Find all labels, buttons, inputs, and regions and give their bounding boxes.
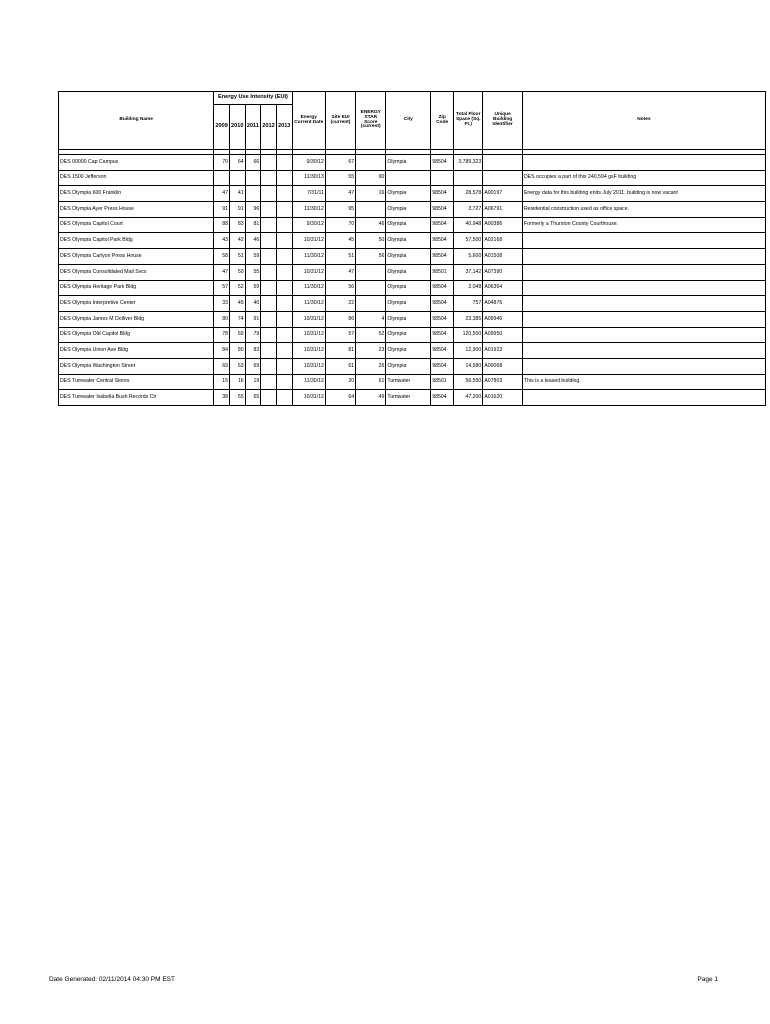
header-eui-group: Energy Use Intensity (EUI) [214,92,292,105]
site-eui-cell: 81 [325,343,355,359]
energy-star-cell: 16 [356,186,386,202]
eui-2013-cell [276,155,292,171]
floor-space-cell: 120,500 [454,327,483,343]
zip-code-cell [431,170,454,186]
site-eui-cell: 70 [325,217,355,233]
eui-2012-cell [261,170,277,186]
city-cell: Olympia [386,327,431,343]
site-eui-cell: 20 [325,374,355,390]
site-eui-cell: 55 [325,170,355,186]
site-eui-cell: 51 [325,249,355,265]
city-cell: Olympia [386,217,431,233]
table-row [59,311,766,327]
site-eui-cell: 57 [325,327,355,343]
energy-star-cell [356,155,386,171]
notes-cell: Formerly a Thurston County Courthouse. [522,217,765,233]
table-row [59,264,766,280]
eui-2010-cell: 50 [229,264,245,280]
notes-cell [522,155,765,171]
eui-2010-cell: 45 [229,296,245,312]
city-cell: Olympia [386,249,431,265]
eui-2011-cell: 91 [245,311,261,327]
notes-cell [522,343,765,359]
eui-2013-cell [276,170,292,186]
zip-code-cell: 98504 [431,390,454,406]
eui-2009-cell: 47 [214,264,230,280]
site-eui-cell: 64 [325,390,355,406]
city-cell: Olympia [386,264,431,280]
site-eui-cell: 47 [325,186,355,202]
eui-2011-cell: 83 [245,343,261,359]
building-name-cell: DES Olympia Ayer Press House [59,202,214,218]
building-name-cell: DES Tumwater Central Stores [59,374,214,390]
unique-id-cell: A01620 [483,390,523,406]
floor-space-cell: 12,900 [454,343,483,359]
city-cell: Olympia [386,280,431,296]
zip-code-cell: 98504 [431,358,454,374]
header-site-eui: Site EUI (current) [325,92,355,150]
floor-space-cell: 2,048 [454,280,483,296]
energy-current-date-cell: 10/31/12 [292,343,325,359]
header-zip: Zip Code [431,92,454,150]
floor-space-cell: 757 [454,296,483,312]
eui-2013-cell [276,311,292,327]
eui-2012-cell [261,186,277,202]
building-name-cell: DES Olympia Interpretive Center [59,296,214,312]
eui-2010-cell [229,170,245,186]
eui-2013-cell [276,327,292,343]
energy-star-cell: 90 [356,170,386,186]
table-row [59,170,766,186]
building-name-cell: DES 1500 Jefferson [59,170,214,186]
eui-2012-cell [261,217,277,233]
notes-cell [522,390,765,406]
energy-star-cell: 61 [356,374,386,390]
table-row [59,390,766,406]
table-row [59,155,766,171]
floor-space-cell: 5,600 [454,249,483,265]
eui-2013-cell [276,280,292,296]
table-row [59,233,766,249]
energy-star-cell: 46 [356,217,386,233]
site-eui-cell: 95 [325,202,355,218]
eui-2013-cell [276,217,292,233]
table-row [59,327,766,343]
energy-star-cell [356,202,386,218]
zip-code-cell: 98504 [431,186,454,202]
eui-2012-cell [261,343,277,359]
eui-2010-cell: 64 [229,155,245,171]
eui-2011-cell: 19 [245,374,261,390]
energy-current-date-cell: 10/31/12 [292,358,325,374]
eui-2009-cell: 78 [214,327,230,343]
building-name-cell: DES Tumwater Isabella Bush Records Ctr [59,390,214,406]
zip-code-cell: 98504 [431,280,454,296]
eui-2012-cell [261,296,277,312]
city-cell: Olympia [386,202,431,218]
energy-current-date-cell: 11/30/12 [292,296,325,312]
header-year-2012: 2012 [261,105,277,150]
zip-code-cell: 98504 [431,343,454,359]
eui-2009-cell: 38 [214,390,230,406]
zip-code-cell: 98504 [431,327,454,343]
floor-space-cell: 3,789,323 [454,155,483,171]
table-row [59,217,766,233]
table-row [59,374,766,390]
header-energy-current-date: Energy Current Date [292,92,325,150]
floor-space-cell: 47,200 [454,390,483,406]
city-cell: Olympia [386,233,431,249]
building-name-cell: DES Olympia Capitol Park Bldg [59,233,214,249]
header-year-2011: 2011 [245,105,261,150]
city-cell: Tumwater [386,390,431,406]
energy-star-cell: 26 [356,358,386,374]
building-name-cell: DES Olympia Consolidated Mail Svcs [59,264,214,280]
notes-cell [522,249,765,265]
unique-id-cell: A07390 [483,264,523,280]
eui-2011-cell: 79 [245,327,261,343]
eui-2013-cell [276,343,292,359]
zip-code-cell: 98504 [431,202,454,218]
eui-2009-cell: 80 [214,311,230,327]
unique-id-cell: A01923 [483,343,523,359]
header-year-2010: 2010 [229,105,245,150]
floor-space-cell: 37,142 [454,264,483,280]
energy-star-cell: 52 [356,327,386,343]
eui-2013-cell [276,202,292,218]
notes-cell [522,311,765,327]
unique-id-cell [483,155,523,171]
eui-2012-cell [261,202,277,218]
eui-2012-cell [261,249,277,265]
notes-cell [522,264,765,280]
eui-2009-cell: 47 [214,186,230,202]
notes-cell [522,233,765,249]
eui-2013-cell [276,374,292,390]
zip-code-cell: 98501 [431,374,454,390]
energy-star-cell [356,280,386,296]
unique-id-cell: A04876 [483,296,523,312]
unique-id-cell: A00197 [483,186,523,202]
unique-id-cell: A09950 [483,327,523,343]
eui-2009-cell: 88 [214,217,230,233]
notes-cell [522,358,765,374]
eui-2011-cell: 55 [245,264,261,280]
city-cell: Olympia [386,155,431,171]
date-generated: Date Generated: 02/11/2014 04:30 PM EST [49,976,175,983]
energy-current-date-cell: 11/30/12 [292,280,325,296]
eui-2012-cell [261,374,277,390]
site-eui-cell: 67 [325,155,355,171]
unique-id-cell [483,170,523,186]
page-number: Page 1 [697,976,718,983]
unique-id-cell: A06791 [483,202,523,218]
header-year-2013: 2013 [276,105,292,150]
building-name-cell: DES Olympia Washington Street [59,358,214,374]
eui-2010-cell: 80 [229,343,245,359]
energy-current-date-cell: 9/30/12 [292,217,325,233]
header-year-2009: 2009 [214,105,230,150]
notes-cell [522,327,765,343]
eui-2011-cell: 69 [245,358,261,374]
building-name-cell: DES Olympia Old Capitol Bldg [59,327,214,343]
city-cell: Olympia [386,358,431,374]
energy-current-date-cell: 10/31/12 [292,327,325,343]
building-name-cell: DES 00000 Cap Campus [59,155,214,171]
building-name-cell: DES Olympia 600 Franklin [59,186,214,202]
zip-code-cell: 98504 [431,296,454,312]
eui-2009-cell: 15 [214,374,230,390]
table-row [59,186,766,202]
city-cell: Olympia [386,311,431,327]
floor-space-cell: 28,578 [454,186,483,202]
eui-2013-cell [276,249,292,265]
notes-cell: Residential construction used as office space. [522,202,765,218]
city-cell: Olympia [386,343,431,359]
site-eui-cell: 47 [325,264,355,280]
table-row [59,358,766,374]
eui-2009-cell: 43 [214,233,230,249]
city-cell: Olympia [386,296,431,312]
table-row [59,249,766,265]
notes-cell: Energy data for this building ends July 2011. building is now vacant [522,186,765,202]
building-name-cell: DES Olympia Union Ave Bldg [59,343,214,359]
eui-2012-cell [261,358,277,374]
energy-current-date-cell: 7/31/11 [292,186,325,202]
eui-2010-cell: 52 [229,280,245,296]
energy-star-cell [356,296,386,312]
eui-2010-cell: 69 [229,327,245,343]
header-floor-space: Total Floor Space (Sq. Ft.) [454,92,483,150]
eui-2010-cell: 91 [229,202,245,218]
energy-current-date-cell: 10/31/12 [292,264,325,280]
eui-2011-cell: 96 [245,202,261,218]
header-building-name: Building Name [59,92,214,150]
site-eui-cell: 56 [325,280,355,296]
eui-2009-cell: 57 [214,280,230,296]
energy-star-cell: 23 [356,343,386,359]
unique-id-cell: A00068 [483,358,523,374]
eui-2009-cell: 70 [214,155,230,171]
eui-2010-cell: 41 [229,186,245,202]
eui-2009-cell: 69 [214,358,230,374]
city-cell: Tumwater [386,374,431,390]
eui-2013-cell [276,390,292,406]
eui-2013-cell [276,358,292,374]
eui-2009-cell: 58 [214,249,230,265]
header-notes: Notes [522,92,765,150]
zip-code-cell: 98504 [431,217,454,233]
unique-id-cell: A09946 [483,311,523,327]
energy-star-cell: 56 [356,249,386,265]
site-eui-cell: 61 [325,358,355,374]
eui-2012-cell [261,233,277,249]
eui-2011-cell: 40 [245,296,261,312]
table-body [59,150,766,406]
header-energy-star: ENERGY STAR Score (current) [356,92,386,150]
eui-2011-cell: 46 [245,233,261,249]
header-city: City [386,92,431,150]
eui-2011-cell: 81 [245,217,261,233]
unique-id-cell: A06364 [483,280,523,296]
building-name-cell: DES Olympia Capitol Court [59,217,214,233]
zip-code-cell: 98504 [431,249,454,265]
unique-id-cell: A07803 [483,374,523,390]
floor-space-cell: 40,948 [454,217,483,233]
eui-2010-cell: 51 [229,249,245,265]
eui-2012-cell [261,311,277,327]
eui-2012-cell [261,390,277,406]
eui-2013-cell [276,186,292,202]
site-eui-cell: 45 [325,233,355,249]
table-header [59,92,766,150]
eui-2009-cell: 91 [214,202,230,218]
energy-current-date-cell: 11/30/12 [292,202,325,218]
eui-2011-cell: 59 [245,249,261,265]
building-name-cell: DES Olympia Heritage Park Bldg [59,280,214,296]
unique-id-cell: A02168 [483,233,523,249]
energy-current-date-cell: 10/31/12 [292,233,325,249]
eui-2013-cell [276,264,292,280]
floor-space-cell [454,170,483,186]
eui-2009-cell: 84 [214,343,230,359]
city-cell: Olympia [386,186,431,202]
eui-2011-cell: 66 [245,155,261,171]
eui-2010-cell: 55 [229,390,245,406]
floor-space-cell: 57,500 [454,233,483,249]
table-row [59,280,766,296]
notes-cell [522,296,765,312]
unique-id-cell: A00386 [483,217,523,233]
zip-code-cell: 98504 [431,311,454,327]
eui-2012-cell [261,280,277,296]
energy-star-cell [356,264,386,280]
table-row [59,202,766,218]
eui-2011-cell: 65 [245,390,261,406]
eui-2012-cell [261,327,277,343]
unique-id-cell: A01508 [483,249,523,265]
eui-2011-cell: 59 [245,280,261,296]
energy-current-date-cell: 9/30/12 [292,155,325,171]
energy-current-date-cell: 11/30/12 [292,249,325,265]
table-row [59,343,766,359]
eui-2012-cell [261,155,277,171]
eui-report-table [58,91,766,406]
eui-2010-cell: 42 [229,233,245,249]
notes-cell: DES occupies a part of this 240,594 gsF building [522,170,765,186]
header-unique-id: Unique Building Identifier [483,92,523,150]
eui-2013-cell [276,233,292,249]
energy-current-date-cell: 11/30/12 [292,374,325,390]
eui-2012-cell [261,264,277,280]
table-row [59,296,766,312]
energy-star-cell: 49 [356,390,386,406]
eui-2011-cell [245,170,261,186]
floor-space-cell: 14,580 [454,358,483,374]
floor-space-cell: 23,385 [454,311,483,327]
energy-star-cell: 4 [356,311,386,327]
zip-code-cell: 98501 [431,264,454,280]
eui-2010-cell: 63 [229,358,245,374]
building-name-cell: DES Olympia Carlyon Press House [59,249,214,265]
city-cell [386,170,431,186]
eui-2013-cell [276,296,292,312]
energy-current-date-cell: 11/30/13 [292,170,325,186]
site-eui-cell: 22 [325,296,355,312]
floor-space-cell: 3,727 [454,202,483,218]
energy-current-date-cell: 10/31/12 [292,390,325,406]
building-name-cell: DES Olympia James M Dolliver Bldg [59,311,214,327]
eui-2010-cell: 16 [229,374,245,390]
eui-2010-cell: 74 [229,311,245,327]
eui-2011-cell [245,186,261,202]
zip-code-cell: 98504 [431,233,454,249]
notes-cell: This is a leased building. [522,374,765,390]
eui-2010-cell: 83 [229,217,245,233]
energy-star-cell: 50 [356,233,386,249]
site-eui-cell: 86 [325,311,355,327]
energy-current-date-cell: 10/31/12 [292,311,325,327]
zip-code-cell: 98504 [431,155,454,171]
notes-cell [522,280,765,296]
eui-2009-cell [214,170,230,186]
floor-space-cell: 56,550 [454,374,483,390]
eui-2009-cell: 33 [214,296,230,312]
